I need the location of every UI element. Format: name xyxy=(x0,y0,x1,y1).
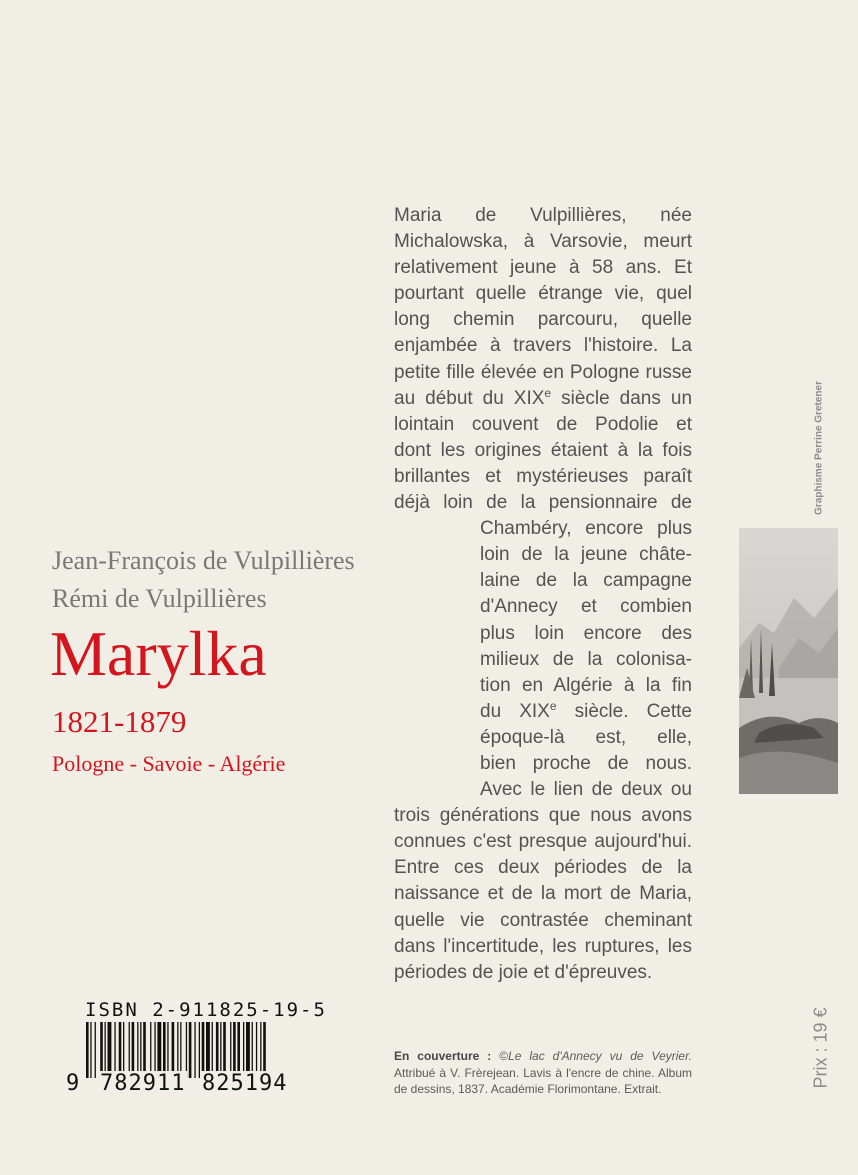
blurb-line: Chambéry, encore plus xyxy=(480,518,692,540)
blurb-line: naissance et de la mort de Maria, xyxy=(394,883,692,905)
blurb-line xyxy=(394,386,692,412)
barcode-bar xyxy=(114,1022,115,1078)
blurb-line: Maria de Vulpillières, née xyxy=(394,205,692,226)
blurb-line: long chemin parcouru, quelle xyxy=(394,309,692,331)
barcode-bar xyxy=(95,1022,96,1078)
barcode-digits-right: 825194 xyxy=(202,1071,288,1096)
barcode-bar xyxy=(212,1022,213,1078)
barcode-digits-left: 782911 xyxy=(100,1071,186,1096)
cover-credit-label: En couverture : xyxy=(394,1049,492,1063)
design-credit xyxy=(812,378,826,518)
barcode-bar xyxy=(206,1022,210,1078)
blurb-line: trois générations que nous avons xyxy=(394,805,692,827)
book-dates: 1821-1879 xyxy=(52,704,187,739)
barcode-bar xyxy=(260,1022,261,1078)
author-1 xyxy=(52,542,355,618)
barcode-bar xyxy=(256,1022,257,1078)
barcode-bar xyxy=(199,1022,200,1078)
barcode-bar xyxy=(177,1022,178,1078)
cover-credit-rest: Attribué à V. Frèrejean. Lavis à l'encre de chine. Album de dessins, 1837. Académie Florimontane. Extrait. xyxy=(394,1065,692,1096)
blurb-line: loin de la jeune châte- xyxy=(480,544,692,566)
barcode-bar xyxy=(132,1022,135,1078)
barcode-bar xyxy=(186,1022,187,1078)
blurb-line: Entre ces deux périodes de la xyxy=(394,857,692,879)
author-2-name: Rémi de Vulpillières xyxy=(52,584,267,613)
barcode-bar xyxy=(119,1022,122,1078)
barcode-bar xyxy=(129,1022,130,1078)
design-credit-text: Graphisme Perrine Gretener xyxy=(813,381,825,515)
barcode-bar xyxy=(252,1022,253,1078)
blurb-segment: siècle. Cette xyxy=(574,700,692,722)
barcode-bar xyxy=(202,1022,205,1078)
blurb-line: connues c'est presque aujourd'hui. xyxy=(394,831,692,853)
blurb-text xyxy=(394,203,692,986)
barcode-bar xyxy=(150,1022,151,1078)
barcode-bar xyxy=(263,1022,266,1078)
blurb-line: périodes de joie et d'épreuves. xyxy=(394,961,653,983)
blurb-line: lointain couvent de Podolie et xyxy=(394,413,692,435)
barcode-bar xyxy=(100,1022,103,1078)
blurb-line: pourtant quelle étrange vie, quel xyxy=(394,283,692,305)
barcode-bar xyxy=(140,1022,141,1078)
blurb-line: relativement jeune à 58 ans. Et xyxy=(394,257,692,279)
blurb-line: dont les origines étaient à la fois xyxy=(394,439,692,461)
price xyxy=(808,998,834,1098)
barcode-bar xyxy=(189,1022,192,1078)
cover-painting-image xyxy=(739,528,838,794)
blurb-line: petite fille élevée en Pologne russe xyxy=(394,361,692,383)
barcode-bar xyxy=(237,1022,240,1078)
barcode-bar xyxy=(167,1022,168,1078)
barcode-bar xyxy=(143,1022,146,1078)
barcode-bar xyxy=(163,1022,166,1078)
blurb-segment: siècle dans un xyxy=(561,387,693,409)
barcode-first-digit: 9 xyxy=(66,1071,80,1096)
cover-credit xyxy=(394,1048,692,1098)
barcode-bar xyxy=(157,1022,161,1078)
blurb-line: Avec le lien de deux ou xyxy=(480,779,692,801)
barcode xyxy=(86,1022,316,1078)
author-1-name: Jean-François de Vulpillières xyxy=(52,546,355,575)
blurb-line: Michalowska, à Varsovie, meurt xyxy=(394,231,692,253)
barcode-bar xyxy=(216,1022,219,1078)
barcode-bar xyxy=(223,1022,226,1078)
barcode-bar xyxy=(86,1022,89,1078)
barcode-bar xyxy=(108,1022,112,1078)
barcode-bar xyxy=(172,1022,175,1078)
barcode-bar xyxy=(90,1022,91,1078)
blurb-line: époque-là est, elle, xyxy=(480,726,692,748)
barcode-bar xyxy=(246,1022,250,1078)
blurb-line: enjambée à travers l'histoire. La xyxy=(394,335,692,357)
barcode-bar xyxy=(180,1022,181,1078)
superscript-e: e xyxy=(549,698,557,713)
blurb-line: tion en Algérie à la fin xyxy=(480,674,692,696)
blurb-line: brillantes et mystérieuses paraît xyxy=(394,465,692,487)
blurb-line: laine de la campagne xyxy=(480,570,692,592)
barcode-bar xyxy=(137,1022,138,1078)
barcode-bar xyxy=(105,1022,106,1078)
blurb-line: quelle vie contrastée cheminant xyxy=(394,909,692,931)
isbn-label: ISBN 2-911825-19-5 xyxy=(85,999,327,1021)
barcode-bar xyxy=(123,1022,124,1078)
blurb-segment: au début du XIX xyxy=(394,387,545,409)
price-text: Prix : 19 € xyxy=(810,1007,831,1089)
barcode-bar xyxy=(233,1022,236,1078)
barcode-bar xyxy=(220,1022,221,1078)
book-title: Marylka xyxy=(50,618,267,689)
blurb-line xyxy=(394,699,692,725)
copyright-symbol: © xyxy=(499,1049,509,1063)
blurb-line: bien proche de nous. xyxy=(480,752,692,774)
barcode-bar xyxy=(154,1022,155,1078)
blurb-line: dans l'incertitude, les ruptures, les xyxy=(394,935,692,957)
book-subtitle: Pologne - Savoie - Algérie xyxy=(52,751,286,776)
blurb-line: d'Annecy et combien xyxy=(480,596,692,618)
blurb-line: déjà loin de la pensionnaire de xyxy=(394,492,692,514)
superscript-e: e xyxy=(544,385,552,400)
blurb-segment: du XIX xyxy=(480,700,550,722)
barcode-bar xyxy=(194,1022,195,1078)
barcode-bar xyxy=(230,1022,231,1078)
blurb-line: milieux de la colonisa- xyxy=(480,648,692,670)
barcode-bar xyxy=(243,1022,244,1078)
blurb-line: plus loin encore des xyxy=(480,622,692,644)
cover-work-title: Le lac d'Annecy vu de Veyrier. xyxy=(508,1049,692,1063)
